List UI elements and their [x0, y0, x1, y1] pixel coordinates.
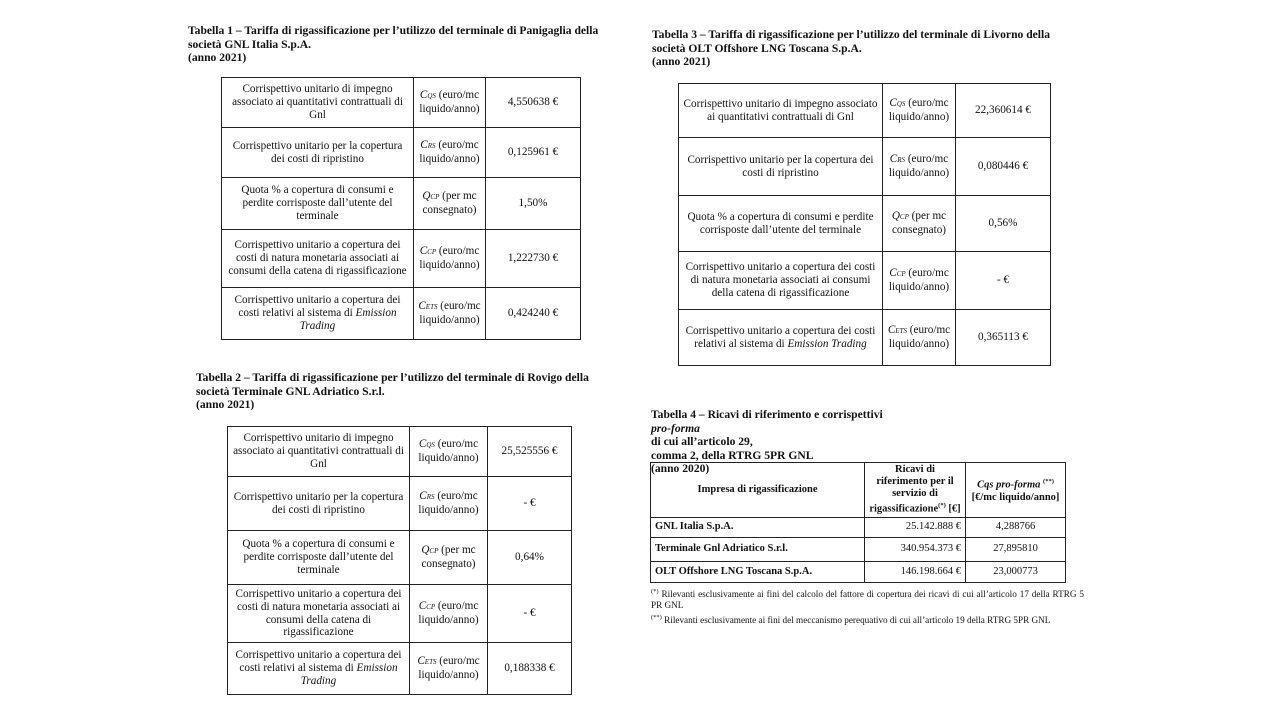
- table-row: [228, 643, 572, 695]
- tabella-1-caption: [188, 24, 616, 65]
- table-row: [679, 196, 1051, 252]
- tabella-3-caption: [652, 28, 1080, 69]
- row-description: Quota % a copertura di consumi e perdite corrisposte dall’utente del terminale: [228, 531, 410, 585]
- table-row: [651, 561, 1066, 582]
- row-description: Corrispettivo unitario per la copertura dei costi di ripristino: [679, 138, 883, 196]
- caption-line: Tabella 2 – Tariffa di rigassificazione per l’utilizzo del terminale di Rovigo della: [196, 371, 589, 384]
- table-row: [228, 477, 572, 531]
- row-description: Corrispettivo unitario per la copertura dei costi di ripristino: [222, 128, 414, 178]
- row-value: 0,56%: [956, 196, 1051, 252]
- cqs-value: 4,288766: [966, 517, 1066, 537]
- table-row: [651, 517, 1066, 537]
- row-value: 0,365113 €: [956, 310, 1051, 366]
- footnote: (*) Rilevanti esclusivamente ai fini del calcolo del fattore di copertura dei ricavi di cui all’articolo 17 della RTRG 5 PR GNL: [651, 588, 1084, 611]
- header-impresa: Impresa di rigassificazione: [651, 463, 865, 518]
- row-symbol: CRS (euro/mc liquido/anno): [410, 477, 488, 531]
- row-symbol: CQS (euro/mc liquido/anno): [410, 427, 488, 477]
- row-symbol: CETS (euro/mc liquido/anno): [414, 288, 486, 340]
- caption-line: società OLT Offshore LNG Toscana S.p.A.: [652, 41, 862, 55]
- table-row: [679, 310, 1051, 366]
- row-description: Corrispettivo unitario a copertura dei costi relativi al sistema di Emission Trading: [679, 310, 883, 366]
- row-description: Corrispettivo unitario per la copertura dei costi di ripristino: [228, 477, 410, 531]
- row-value: 0,64%: [488, 531, 572, 585]
- impresa-name: GNL Italia S.p.A.: [651, 517, 865, 537]
- footnotes: [651, 586, 1084, 627]
- tabella-1: [221, 77, 581, 340]
- row-symbol: CQS (euro/mc liquido/anno): [414, 78, 486, 128]
- row-description: Corrispettivo unitario a copertura dei costi relativi al sistema di Emission Trading: [222, 288, 414, 340]
- table-row: [679, 252, 1051, 310]
- caption-line: (anno 2021): [652, 55, 711, 68]
- table-row: [228, 531, 572, 585]
- row-description: Corrispettivo unitario di impegno associato ai quantitativi contrattuali di Gnl: [228, 427, 410, 477]
- ricavi-value: 25.142.888 €: [865, 517, 966, 537]
- caption-line: Tabella 4 – Ricavi di riferimento e corrispettivi pro-forma di cui all’articolo 29,: [651, 408, 883, 448]
- row-value: - €: [488, 585, 572, 643]
- row-symbol: CRS (euro/mc liquido/anno): [414, 128, 486, 178]
- row-description: Corrispettivo unitario di impegno associato ai quantitativi contrattuali di Gnl: [222, 78, 414, 128]
- table-row: [222, 128, 581, 178]
- row-symbol: CCP (euro/mc liquido/anno): [883, 252, 956, 310]
- row-symbol: CCP (euro/mc liquido/anno): [410, 585, 488, 643]
- header-ricavi: Ricavi di riferimento per il servizio di rigassificazione(*) [€]: [865, 463, 966, 518]
- caption-line: (anno 2021): [188, 51, 247, 64]
- impresa-name: Terminale Gnl Adriatico S.r.l.: [651, 537, 865, 561]
- row-value: 25,525556 €: [488, 427, 572, 477]
- tabella-2-caption: [196, 371, 602, 412]
- row-symbol: QCP (per mc consegnato): [410, 531, 488, 585]
- caption-line: Tabella 3 – Tariffa di rigassificazione per l’utilizzo del terminale di Livorno della: [652, 28, 1051, 41]
- header-cqs: Cqs pro-forma (**) [€/mc liquido/anno]: [966, 463, 1066, 518]
- row-value: 4,550638 €: [486, 78, 581, 128]
- table-row: [222, 230, 581, 288]
- row-description: Corrispettivo unitario a copertura dei costi di natura monetaria associati ai consumi della catena di rigassificazione: [228, 585, 410, 643]
- table-row: [222, 288, 581, 340]
- row-symbol: QCP (per mc consegnato): [414, 178, 486, 230]
- table-row: [651, 537, 1066, 561]
- row-value: 22,360614 €: [956, 84, 1051, 138]
- row-value: 0,080446 €: [956, 138, 1051, 196]
- row-description: Corrispettivo unitario a copertura dei costi relativi al sistema di Emission Trading: [228, 643, 410, 695]
- table-row: [228, 427, 572, 477]
- row-description: Quota % a copertura di consumi e perdite corrisposte dall’utente del terminale: [679, 196, 883, 252]
- row-symbol: QCP (per mc consegnato): [883, 196, 956, 252]
- caption-line: società GNL Italia S.p.A.: [188, 37, 312, 51]
- caption-line: Tabella 1 – Tariffa di rigassificazione per l’utilizzo del terminale di Panigaglia della: [188, 24, 599, 37]
- tabella-3: [678, 83, 1051, 366]
- cqs-value: 27,895810: [966, 537, 1066, 561]
- table-row: [222, 178, 581, 230]
- row-value: 1,50%: [486, 178, 581, 230]
- table-header-row: [651, 463, 1066, 518]
- row-symbol: CQS (euro/mc liquido/anno): [883, 84, 956, 138]
- ricavi-value: 340.954.373 €: [865, 537, 966, 561]
- footnote: (**) Rilevanti esclusivamente ai fini del meccanismo perequativo di cui all’articolo 19 della RTRG 5PR GNL: [651, 614, 1051, 626]
- row-symbol: CETS (euro/mc liquido/anno): [883, 310, 956, 366]
- caption-line: comma 2, della RTRG 5PR GNL: [651, 448, 814, 462]
- row-description: Quota % a copertura di consumi e perdite corrisposte dall’utente del terminale: [222, 178, 414, 230]
- row-value: 0,424240 €: [486, 288, 581, 340]
- row-symbol: CCP (euro/mc liquido/anno): [414, 230, 486, 288]
- tabella-2: [227, 426, 572, 695]
- caption-line: (anno 2020): [651, 462, 710, 475]
- row-symbol: CETS (euro/mc liquido/anno): [410, 643, 488, 695]
- caption-line: (anno 2021): [196, 398, 255, 411]
- row-value: - €: [488, 477, 572, 531]
- row-value: 0,125961 €: [486, 128, 581, 178]
- table-row: [222, 78, 581, 128]
- cqs-value: 23,000773: [966, 561, 1066, 582]
- ricavi-value: 146.198.664 €: [865, 561, 966, 582]
- caption-line: società Terminale GNL Adriatico S.r.l.: [196, 384, 385, 398]
- row-value: - €: [956, 252, 1051, 310]
- impresa-name: OLT Offshore LNG Toscana S.p.A.: [651, 561, 865, 582]
- row-value: 0,188338 €: [488, 643, 572, 695]
- table-row: [679, 138, 1051, 196]
- tabella-4: [650, 462, 1066, 583]
- row-value: 1,222730 €: [486, 230, 581, 288]
- table-row: [228, 585, 572, 643]
- table-row: [679, 84, 1051, 138]
- row-symbol: CRS (euro/mc liquido/anno): [883, 138, 956, 196]
- row-description: Corrispettivo unitario a copertura dei costi di natura monetaria associati ai consumi della catena di rigassificazione: [679, 252, 883, 310]
- row-description: Corrispettivo unitario a copertura dei costi di natura monetaria associati ai consumi della catena di rigassificazione: [222, 230, 414, 288]
- row-description: Corrispettivo unitario di impegno associato ai quantitativi contrattuali di Gnl: [679, 84, 883, 138]
